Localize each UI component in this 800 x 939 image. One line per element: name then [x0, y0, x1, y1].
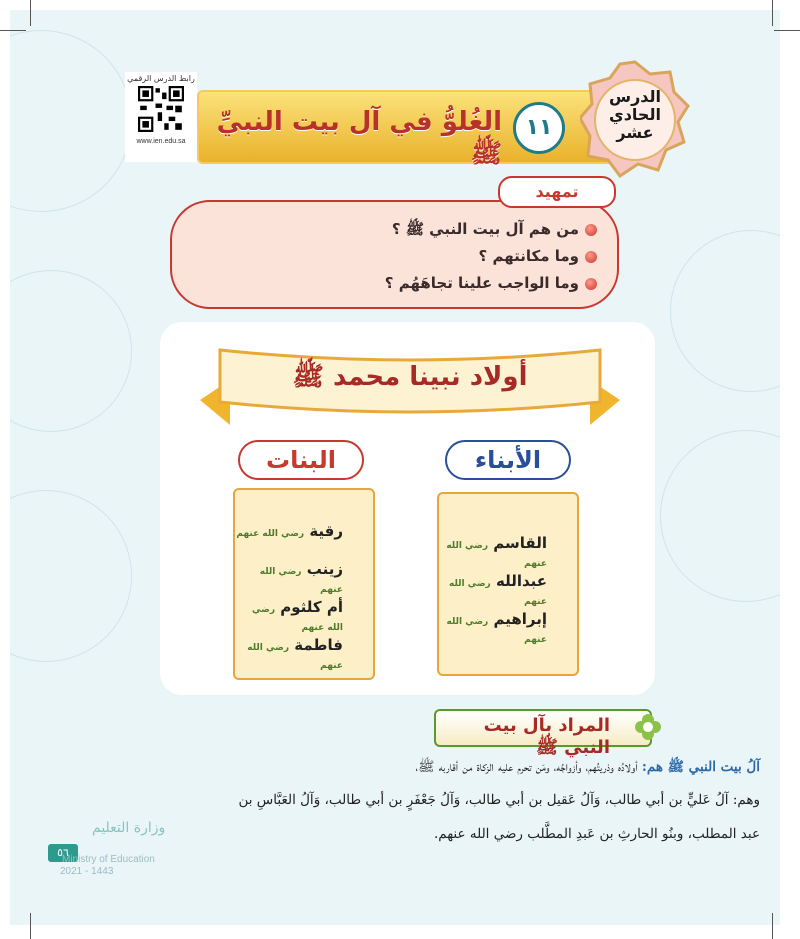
son-name-text: عبدالله [495, 572, 547, 590]
decoration [660, 430, 780, 602]
son-name [439, 534, 547, 570]
daughter-name-text: فاطمة [294, 636, 343, 654]
intro-box [170, 200, 619, 309]
daughter-name [235, 560, 343, 596]
bullet-icon [585, 224, 597, 236]
honorific: رضي الله عنهم [446, 541, 547, 569]
crop-mark [774, 30, 800, 31]
daughter-name-text: أم كلثوم [280, 598, 343, 616]
decoration [10, 270, 132, 432]
page-number: ٥٦ [48, 844, 78, 862]
sons-header: الأبناء [445, 440, 571, 480]
daughters-header: البنات [238, 440, 364, 480]
paragraph-line [80, 758, 760, 778]
honorific: رضي الله عنهم [259, 567, 343, 595]
son-name [439, 572, 547, 608]
honorific: رضي الله عنهم [236, 529, 305, 539]
crop-mark [0, 30, 26, 31]
crop-mark [30, 0, 31, 26]
bullet-icon [585, 251, 597, 263]
intro-question-text: من هم آل بيت النبي ﷺ ؟ [391, 220, 579, 238]
qr-card[interactable] [125, 72, 197, 162]
decoration [10, 30, 132, 212]
section-title: المراد بآل بيت النبي ﷺ [483, 715, 610, 758]
badge-line: الدرس [608, 87, 662, 106]
honorific: رضي الله عنهم [247, 643, 343, 671]
lesson-title-band [197, 90, 609, 169]
qr-title: رابط الدرس الرقمي [127, 74, 195, 83]
term: آلُ بيت النبي ﷺ هم: [641, 759, 760, 775]
daughter-name-text: رقية [309, 522, 343, 540]
honorific: رضي الله عنهم [449, 579, 547, 607]
qr-code-icon[interactable] [138, 86, 184, 132]
decoration [10, 490, 132, 662]
crop-mark [772, 913, 773, 939]
qr-url[interactable]: www.ien.edu.sa [136, 138, 186, 145]
daughters-scroll [233, 488, 375, 680]
son-name-text: القاسم [493, 534, 547, 552]
ministry-watermark: وزارة التعليم [92, 820, 166, 836]
bullet-icon [585, 278, 597, 290]
daughter-name [235, 636, 343, 672]
lesson-badge-text [580, 88, 690, 142]
sons-scroll [437, 492, 579, 676]
decoration [670, 230, 780, 392]
section-heading [434, 709, 652, 758]
paragraph-line: وهم: آلُ عَليٍّ بن أبي طالب، وَآلُ عَقيل بن أبي طالب، وَآلُ جَعْفَرٍ بن أبي طالب، وَآلُ العَبَّاسِ بن [238, 792, 760, 808]
honorific: رضي الله عنهم [446, 617, 547, 645]
daughter-name [235, 598, 343, 634]
children-title: أولاد نبينا محمد ﷺ [292, 362, 528, 392]
edition-year: 2021 - 1443 [60, 866, 114, 877]
flower-icon [634, 713, 662, 741]
intro-label: تمهيد [498, 176, 616, 208]
intro-question-text: وما الواجب علينا تجاهَهُم ؟ [384, 274, 579, 292]
daughter-name [236, 522, 343, 540]
honorific: رضي الله عنهم [252, 605, 343, 633]
son-name-text: إبراهيم [493, 610, 547, 628]
intro-question [479, 247, 597, 265]
intro-question [392, 220, 597, 242]
paragraph-text: أولادُه وذريتُهم، وأزواجُه، ومَن تحرم عليه الزكاة من أقاربه ﷺ، [415, 759, 638, 775]
lesson-title: الغُلوُّ في آل بيت النبيِّ ﷺ [216, 107, 502, 169]
intro-question-text: وما مكانتهم ؟ [478, 247, 579, 265]
badge-line: عشر [616, 123, 654, 142]
crop-mark [772, 0, 773, 26]
badge-line: الحادي [609, 105, 661, 124]
ministry-en: Ministry of Education [62, 854, 155, 865]
paragraph-line: عبد المطلب، وبنُو الحارثِ بن عَبدِ المطَّلب رضي الله عنهم. [433, 826, 760, 842]
son-name [439, 610, 547, 646]
crop-mark [30, 913, 31, 939]
daughter-name-text: زينب [306, 560, 343, 578]
lesson-number: ١١ [513, 102, 565, 154]
intro-question [385, 274, 597, 292]
